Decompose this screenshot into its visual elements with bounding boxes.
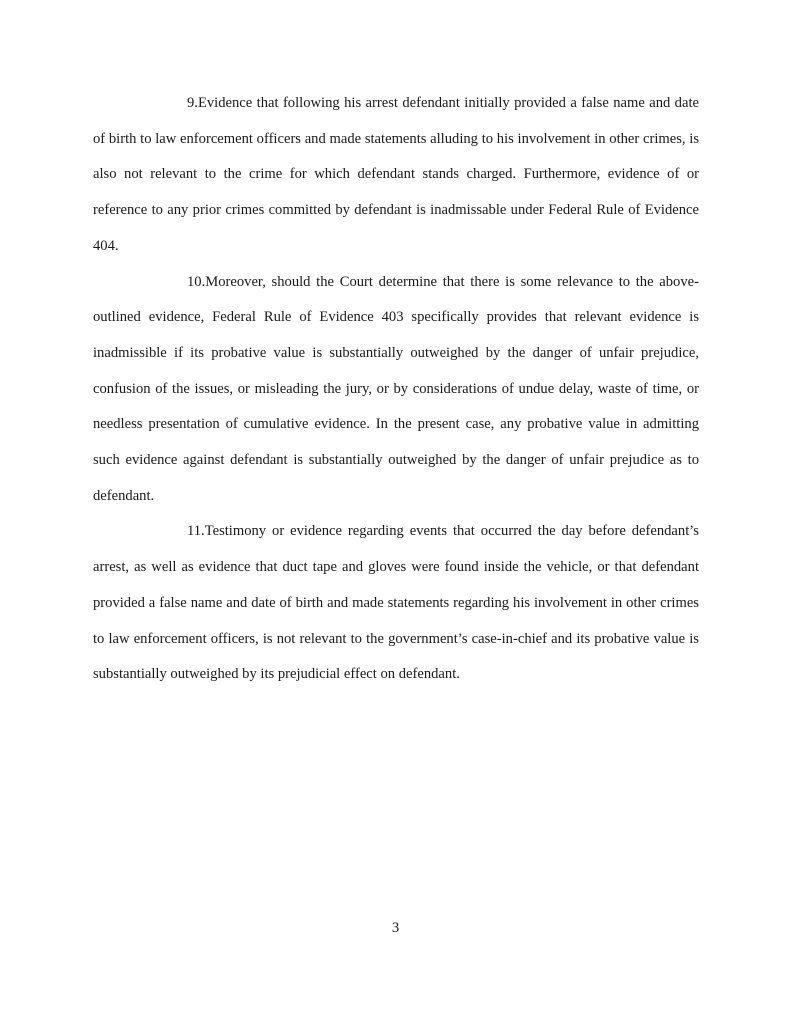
document-body [93,86,699,693]
paragraph-10 [93,265,699,515]
page-number: 3 [391,920,400,936]
paragraph-text: Moreover, should the Court determine that there is some relevance to the above-outlined evidence, Federal Rule of Evidence 403 specifically provides that relevant evidence is inadmissible if its probative value is substantially outweighed by the danger of unfair prejudice, confusion of the issues, or misleading the jury, or by considerations of undue delay, waste of time, or needless presentation of cumulative evidence. In the present case, any probative value in admitting such evidence against defendant is substantially outweighed by the danger of unfair prejudice as to defendant. [93,273,699,504]
paragraph-number: 9. [187,95,198,111]
paragraph-9 [93,86,699,265]
paragraph-11 [93,514,699,693]
paragraph-number: 10. [187,273,206,290]
paragraph-number: 11. [187,523,205,540]
paragraph-text: Evidence that following his arrest defendant initially provided a false name and date of birth to law enforcement officers and made statements alluding to his involvement in other crimes, is also not relevant to the crime for which defendant stands charged. Furthermore, evidence of or reference to any prior crimes committed by defendant is inadmissable under Federal Rule of Evidence 404. [93,95,699,254]
paragraph-text: Testimony or evidence regarding events that occurred the day before defendant’s arrest, as well as evidence that duct tape and gloves were found inside the vehicle, or that defendant provided a false name and date of birth and made statements regarding his involvement in other crimes to law enforcement officers, is not relevant to the government’s case-in-chief and its probative value is substantially outweighed by its prejudicial effect on defendant. [93,523,699,683]
